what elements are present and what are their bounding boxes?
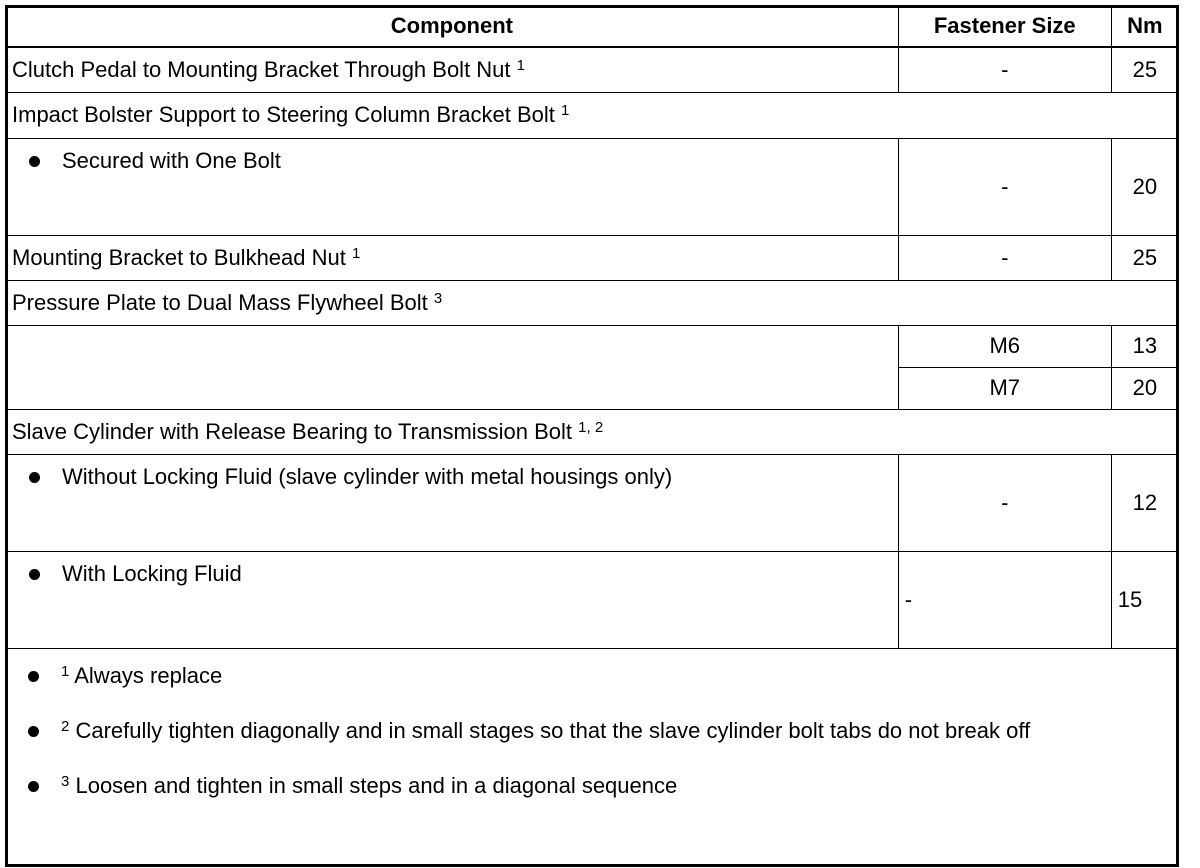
table-header-row [6,6,1179,48]
bullet-icon [29,156,40,167]
section-heading-cell: Impact Bolster Support to Steering Column Bracket Bolt $^1$ [6,92,1179,138]
table-row [6,325,1179,367]
nm-cell: 20 [1111,138,1178,235]
bullet-icon [29,472,40,483]
table-section-row [6,280,1179,325]
table-section-row [6,92,1179,138]
section-heading-cell: Slave Cylinder with Release Bearing to Transmission Bolt $^{1, 2}$ [6,409,1179,454]
table-row [6,551,1179,648]
nm-cell: 25 [1111,47,1178,92]
header-component: Component [6,6,899,48]
nm-cell: 25 [1111,235,1178,280]
table-row [6,47,1179,92]
component-cell: Secured with One Bolt [6,138,899,235]
section-heading-cell: Pressure Plate to Dual Mass Flywheel Bolt $^3$ [6,280,1179,325]
fastener-size-cell: M6 [898,325,1111,367]
header-nm: Nm [1111,6,1178,48]
fastener-size-cell: - [898,47,1111,92]
table-row [6,454,1179,551]
torque-specification-table [5,5,1179,649]
nm-cell: 15 [1111,551,1178,648]
nm-cell: 20 [1111,367,1178,409]
bullet-icon [28,726,39,737]
fastener-size-cell: M7 [898,367,1111,409]
component-cell [6,325,899,409]
nm-cell: 12 [1111,454,1178,551]
bullet-icon [28,781,39,792]
fastener-size-cell: - [898,235,1111,280]
table-row [6,138,1179,235]
fastener-size-cell: - [898,138,1111,235]
nm-cell: 13 [1111,325,1178,367]
bullet-icon [29,569,40,580]
fastener-size-cell: - [898,454,1111,551]
component-cell: Mounting Bracket to Bulkhead Nut $^1$ [6,235,899,280]
component-cell: Without Locking Fluid (slave cylinder with metal housings only) [6,454,899,551]
fastener-size-cell: - [898,551,1111,648]
component-cell: With Locking Fluid [6,551,899,648]
header-fastener-size: Fastener Size [898,6,1111,48]
table-row [6,235,1179,280]
component-cell: Clutch Pedal to Mounting Bracket Through Bolt Nut $^1$ [6,47,899,92]
bullet-icon [28,671,39,682]
table-section-row [6,409,1179,454]
